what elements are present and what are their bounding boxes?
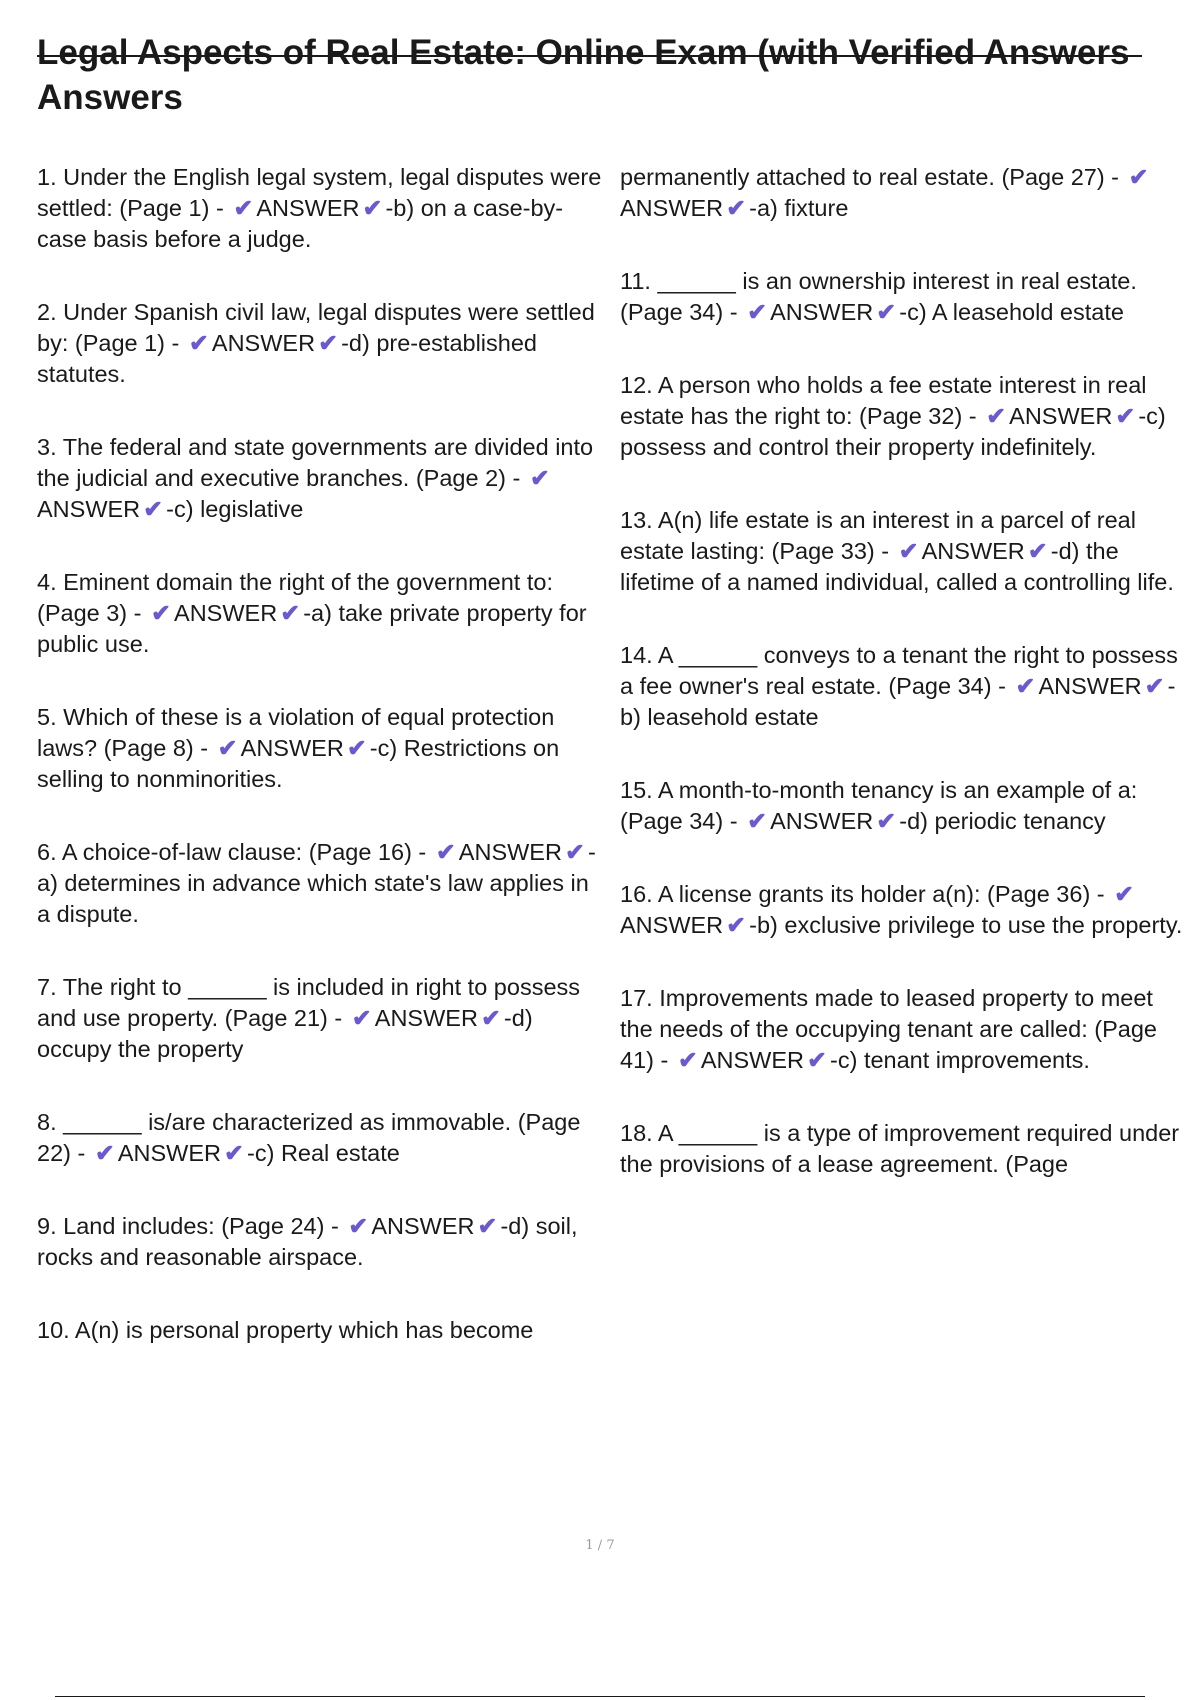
question-item xyxy=(37,297,607,390)
checkmark-icon: ✔ xyxy=(1027,538,1048,564)
answer-text: -b) on a case-by-case basis before a judge. xyxy=(37,195,564,252)
question-text: 17. Improvements made to leased property to meet the needs of the occupying tenant are called: (Page 41) - xyxy=(620,985,1157,1073)
question-text: 4. Eminent domain the right of the government to: (Page 3) - xyxy=(37,569,553,626)
answer-text: -a) take private property for public use. xyxy=(37,600,587,657)
answer-label: ANSWER xyxy=(240,735,344,761)
checkmark-icon: ✔ xyxy=(565,839,585,865)
checkmark-icon: ✔ xyxy=(189,330,209,356)
checkmark-icon: ✔ xyxy=(318,330,338,356)
answer-text: -c) Restrictions on selling to nonminorities. xyxy=(37,735,560,792)
answer-text: -c) tenant improvements. xyxy=(830,1047,1090,1073)
checkmark-icon: ✔ xyxy=(1015,673,1036,699)
question-item xyxy=(620,1118,1190,1180)
answer-text: -a) fixture xyxy=(749,195,849,221)
question-item xyxy=(37,1211,607,1273)
checkmark-icon: ✔ xyxy=(217,735,238,761)
checkmark-icon: ✔ xyxy=(233,195,254,221)
question-text: 3. The federal and state governments are divided into the judicial and executive branches. (Page 2) - xyxy=(37,434,594,491)
answer-label: ANSWER xyxy=(37,496,141,522)
checkmark-icon: ✔ xyxy=(362,195,383,221)
question-item xyxy=(37,1107,607,1169)
checkmark-icon: ✔ xyxy=(530,465,550,491)
answer-text: -c) Real estate xyxy=(247,1140,400,1166)
right-column xyxy=(620,162,1190,1222)
answer-text: -d) the lifetime of a named individual, called a controlling life. xyxy=(620,538,1174,595)
answer-text: -b) exclusive privilege to use the property. xyxy=(749,912,1183,938)
checkmark-icon: ✔ xyxy=(1144,673,1165,699)
answer-label: ANSWER xyxy=(1009,403,1113,429)
question-item xyxy=(37,162,607,255)
checkmark-icon: ✔ xyxy=(726,912,746,938)
question-text: 18. A ______ is a type of improvement required under the provisions of a lease agreement. (Page xyxy=(620,1120,1180,1177)
answer-label: ANSWER xyxy=(458,839,562,865)
question-text: 15. A month-to-month tenancy is an example of a: (Page 34) - xyxy=(620,777,1138,834)
checkmark-icon: ✔ xyxy=(678,1047,698,1073)
answer-text: -b) leasehold estate xyxy=(620,673,1176,730)
checkmark-icon: ✔ xyxy=(876,808,897,834)
document-title xyxy=(37,30,1137,120)
checkmark-icon: ✔ xyxy=(1128,164,1149,190)
question-item xyxy=(37,972,607,1065)
question-text: 11. ______ is an ownership interest in real estate. (Page 34) - xyxy=(620,268,1137,325)
answer-label: ANSWER xyxy=(117,1140,222,1166)
question-item xyxy=(620,640,1190,733)
checkmark-icon: ✔ xyxy=(143,496,163,522)
title-line-1: Legal Aspects of Real Estate: Online Exam (with Verified Answers xyxy=(37,33,1130,72)
checkmark-icon: ✔ xyxy=(747,808,767,834)
checkmark-icon: ✔ xyxy=(351,1005,372,1031)
question-text: 2. Under Spanish civil law, legal disputes were settled by: (Page 1) - xyxy=(37,299,595,356)
checkmark-icon: ✔ xyxy=(876,299,897,325)
left-column xyxy=(37,162,607,1388)
answer-label: ANSWER xyxy=(371,1213,475,1239)
checkmark-icon: ✔ xyxy=(346,735,367,761)
checkmark-icon: ✔ xyxy=(224,1140,244,1166)
checkmark-icon: ✔ xyxy=(95,1140,115,1166)
title-line-2: Answers xyxy=(37,78,183,117)
question-text: 13. A(n) life estate is an interest in a parcel of real estate lasting: (Page 33) - xyxy=(620,507,1136,564)
answer-label: ANSWER xyxy=(1038,673,1142,699)
answer-text: -c) A leasehold estate xyxy=(899,299,1124,325)
answer-text: -a) determines in advance which state's law applies in a dispute. xyxy=(37,839,596,927)
question-item xyxy=(620,505,1190,598)
answer-label: ANSWER xyxy=(620,912,724,938)
checkmark-icon: ✔ xyxy=(435,839,456,865)
checkmark-icon: ✔ xyxy=(1115,403,1136,429)
answer-label: ANSWER xyxy=(921,538,1025,564)
question-item xyxy=(37,567,607,660)
question-text: 12. A person who holds a fee estate interest in real estate has the right to: (Page 32) - xyxy=(620,372,1147,429)
answer-label: ANSWER xyxy=(211,330,316,356)
checkmark-icon: ✔ xyxy=(1114,881,1134,907)
checkmark-icon: ✔ xyxy=(747,299,767,325)
question-text: 14. A ______ conveys to a tenant the right to possess a fee owner's real estate. (Page 34) - xyxy=(620,642,1178,699)
question-item xyxy=(620,775,1190,837)
question-item xyxy=(37,702,607,795)
answer-label: ANSWER xyxy=(770,808,874,834)
checkmark-icon: ✔ xyxy=(280,600,301,626)
page-indicator: 1 / 7 xyxy=(585,1538,615,1553)
question-item xyxy=(620,266,1190,328)
question-text: permanently attached to real estate. (Page 27) - xyxy=(620,164,1126,190)
question-text: 7. The right to ______ is included in right to possess and use property. (Page 21) - xyxy=(37,974,581,1031)
answer-label: ANSWER xyxy=(700,1047,805,1073)
question-text: 8. ______ is/are characterized as immovable. (Page 22) - xyxy=(37,1109,581,1166)
answer-label: ANSWER xyxy=(770,299,874,325)
bottom-divider xyxy=(55,1696,1145,1697)
answer-text: -d) pre-established statutes. xyxy=(37,330,537,387)
answer-label: ANSWER xyxy=(374,1005,478,1031)
question-item xyxy=(620,162,1190,224)
answer-label: ANSWER xyxy=(256,195,360,221)
question-item xyxy=(37,837,607,930)
question-item xyxy=(37,432,607,525)
checkmark-icon: ✔ xyxy=(481,1005,501,1031)
answer-label: ANSWER xyxy=(174,600,278,626)
question-item xyxy=(37,1315,607,1346)
question-text: 5. Which of these is a violation of equal protection laws? (Page 8) - xyxy=(37,704,555,761)
checkmark-icon: ✔ xyxy=(151,600,171,626)
answer-label: ANSWER xyxy=(620,195,724,221)
question-text: 1. Under the English legal system, legal disputes were settled: (Page 1) - xyxy=(37,164,602,221)
answer-text: -d) soil, rocks and reasonable airspace. xyxy=(37,1213,578,1270)
title-strikethrough xyxy=(37,55,1142,57)
question-text: 9. Land includes: (Page 24) - xyxy=(37,1213,346,1239)
checkmark-icon: ✔ xyxy=(477,1213,498,1239)
checkmark-icon: ✔ xyxy=(726,195,746,221)
answer-text: -c) legislative xyxy=(166,496,304,522)
question-item xyxy=(620,983,1190,1076)
question-text: 6. A choice-of-law clause: (Page 16) - xyxy=(37,839,433,865)
checkmark-icon: ✔ xyxy=(986,403,1006,429)
answer-text: -d) occupy the property xyxy=(37,1005,533,1062)
answer-text: -c) possess and control their property indefinitely. xyxy=(620,403,1166,460)
checkmark-icon: ✔ xyxy=(348,1213,369,1239)
checkmark-icon: ✔ xyxy=(898,538,919,564)
checkmark-icon: ✔ xyxy=(807,1047,827,1073)
question-text: 10. A(n) is personal property which has become xyxy=(37,1317,534,1343)
question-text: 16. A license grants its holder a(n): (Page 36) - xyxy=(620,881,1112,907)
answer-text: -d) periodic tenancy xyxy=(899,808,1106,834)
question-item xyxy=(620,879,1190,941)
question-item xyxy=(620,370,1190,463)
